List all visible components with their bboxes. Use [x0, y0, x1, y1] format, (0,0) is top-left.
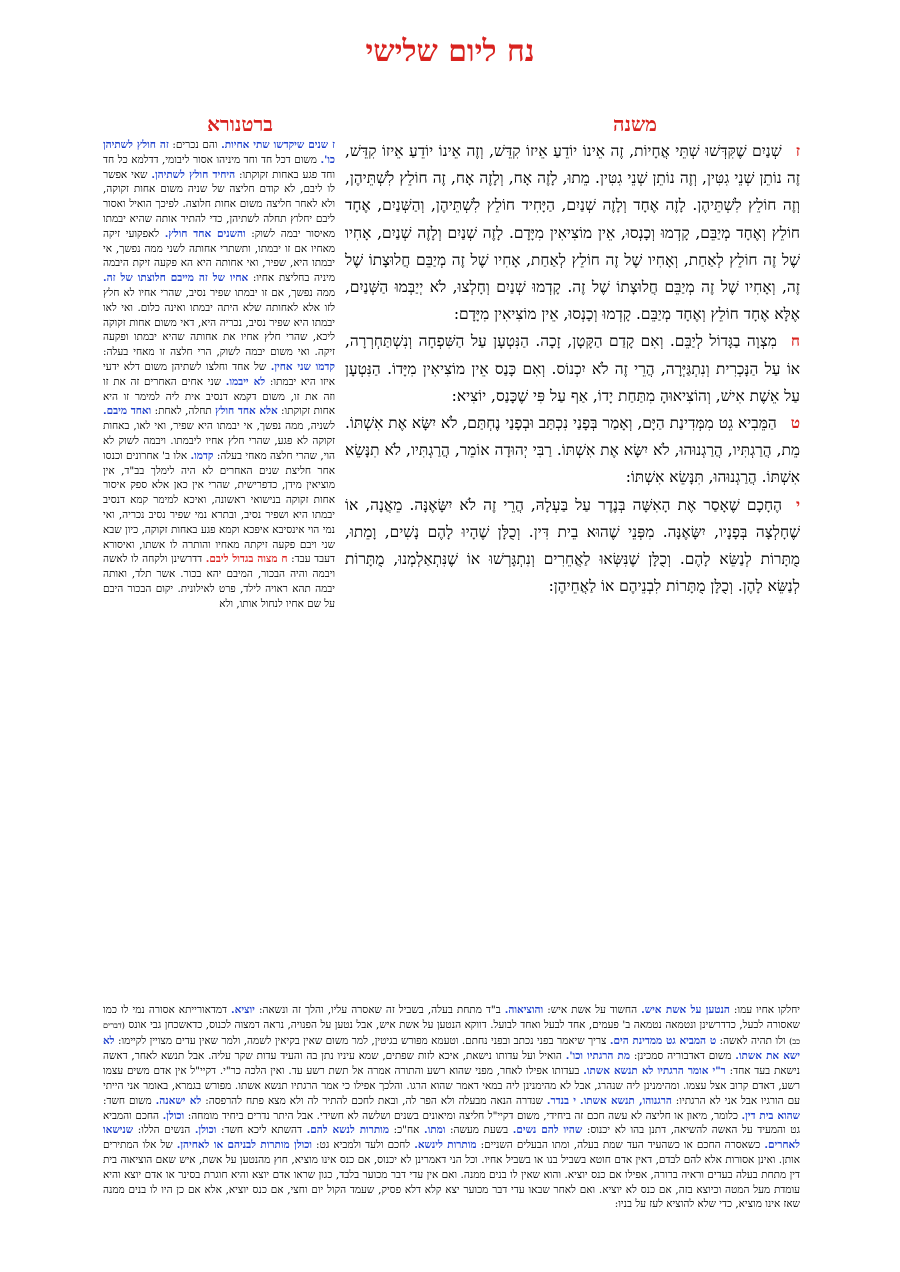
commentary-segment: של אחד וחלצו לשתיהן משום דלא ידעי איזו היא יבמתו: [103, 360, 336, 388]
dibur-hamatchil: שהוא בית דין. [741, 1109, 800, 1122]
dibur-hamatchil: י בנדר. [546, 1094, 576, 1107]
dibur-hamatchil: מותרות לנשא להם. [306, 1124, 389, 1137]
dibur-hamatchil: הרגנוהו, תנשא אשתו. [580, 1094, 672, 1107]
commentary-segment: ממה נפשך, אם זו יבמתו שפיר נסיב, שהרי אחיו לא חלץ לזו אלא לאחותה שלא היתה יבמתו ואינה כלום. ואי לאו יבמתו היא שפיר נסיב, נכריה היא, דאי משום אחות זקוקה ליכא, שהרי חלץ אחיו את אחותה שהיא יבמתו ופקעה זיקה. ואי משום יבמה לשוק, הרי חלצה זו מאחי בעלה: [103, 286, 335, 359]
commentary-segment: כשאסרה החכם או כשהעיד העד שמת בעלה, ומתו הבעלים השניים: [476, 1139, 765, 1152]
commentary-segment: תחלה, לאחת: [151, 405, 216, 418]
dibur-hamatchil: ואחד מיבם. [103, 405, 152, 418]
bottom-commentary [103, 1003, 800, 1212]
dibur-hamatchil: שנישאו לאחרים. [103, 1124, 801, 1152]
dibur-hamatchil: וכולן. [162, 1109, 185, 1122]
commentary-segment: הנשים הללו: [133, 1124, 195, 1137]
dibur-hamatchil: לא ישאנה. [155, 1094, 202, 1107]
dibur-hamatchil: והשנים אחד חולץ. [164, 227, 246, 240]
bartenura-header: ברטנורא [207, 112, 273, 136]
commentary-segment: שני אחים האחרים זה את זו וזה את זו, משום דקמא דנסיב אית ליה למימר זו היא אחות זקוקתו: [103, 375, 335, 418]
commentary-segment: בעדותו אפילו לאחר, מפני שהוא רשע והתורה אמרה אל תשת רשע עד. ואין הלכה כר"י. דקיי"ל אין אדם משים עצמו רשע, דאדם קרוב אצל עצמו. ומהימנינן ליה שנהרג, אבל לא מהימנינן ליה במאי דאמר שהוא הרגו. והלכך אפילו כי אמר הרגתיו תנשא אשתו. מפורש בגמרא, באומר אני הייתי עם הורגיו אבל אני לא הרגתיו: [103, 1065, 800, 1107]
dibur-hamatchil: ז שנים שיקדשו שתי אחיות. [221, 139, 336, 151]
mishna-number: ז [795, 142, 800, 160]
dibur-hamatchil: קדמו. [190, 449, 214, 462]
mishna-paragraph [345, 492, 800, 601]
dibur-hamatchil: והוציאוה. [504, 1004, 544, 1016]
commentary-segment: כלומר, מיאון או חליצה לא עשה חכם זה ביחידי, משום דקיי"ל חליצה ומיאונים בשנים ושלשה לא חשידי. אבל היתר נדרים ביחיד מומחה: [184, 1109, 742, 1122]
mishna-number: ח [790, 332, 800, 351]
commentary-segment: שנדרה הנאה מבעלה ולא הפר לה, ובאת לחכם להתיר לה ולא מצא פתח להרפסה: [201, 1094, 547, 1107]
commentary-segment: לאפקועי זיקה מאחיו אם זו יבמתו, ותשתרי אחותה לשני ממה נפשך, אי יבמתו היא, שפיר, ואי אחותה היא הא פקעה זיקת היבמה מיניה בחליצת אחיו: [103, 227, 335, 285]
commentary-segment: החכם והמביא גט והמעיד על האשה להשיאה, דתנן בהו לא יכנוס: [103, 1109, 801, 1137]
commentary-segment: לחכם ולעד ולמביא גט: [311, 1139, 415, 1152]
commentary-segment: לשניה, ממה נפשך, אי יבמתו היא שפיר, ואי לאו, באחות זקוקה לא פגע, שהרי חלץ אחיו ליבמתו. ויבמה לשוק לא הוי, שהרי חלצה מאחי בעלה: [103, 420, 336, 462]
bartenura-column [103, 138, 335, 612]
dibur-hamatchil: מת הרגתיו וכו'. [565, 1050, 631, 1063]
commentary-segment: בשעת מעשה: [445, 1124, 513, 1137]
commentary-segment: אלו ב' אחרונים וכנסו אחר חליצת שנים האחרים לא היה לימלך בב"ד, אין מוציאין מידן, כדפרישית, שהרי אין כאן אלא ספק איסור אחות זקוקה בנישואי ראשונה, ואיכא למימר קמא דנסיב יבמתו היא ושפיר נסיב, ובתרא נמי שפיר נסיב נכריה, ואי נמי הוי אינסיבא איפכא וקמא פגע באחות זקוקה, כיון שבא שני ויבם פקעה זיקתה מאחיו והותרה לו אשתו, ואיסורא דעבד עבד: [103, 449, 336, 566]
commentary-segment: דדרשינן ולקחה לו לאשה ויבמה והיה הבכור, המיבם יהא בכור. אשר תלד, ואותה יבמה תהא ראויה לילד, פרט לאילונית. יקום הבכור היבם על שם אחיו לנחול אותו, ולא [103, 553, 335, 610]
commentary-segment: והם נכרים: [168, 139, 222, 151]
dibur-hamatchil: הנטען על אשת איש. [641, 1004, 730, 1016]
mishna-paragraph [345, 328, 800, 410]
dibur-hamatchil: היחיד חולץ לשתיהן. [151, 168, 236, 181]
mishna-paragraph [345, 410, 800, 492]
dibur-hamatchil: וכולן. [194, 1124, 217, 1137]
dibur-hamatchil: ר"י אומר הרגתיו לא תנשא אשתו. [583, 1065, 726, 1078]
mishna-number: ט [790, 414, 800, 433]
dibur-hamatchil: אחיו של זה מייבם חלוצתו של זה. [103, 272, 249, 285]
dibur-hamatchil: מותרות לינשא. [414, 1139, 477, 1152]
page-title: נח ליום שלישי [365, 34, 535, 69]
commentary-segment: צריך שיאמר בפני נכתב ובפני נחתם. וטעמא מפורש בגיטין, למר משום שאין בקיאין לשמה, ולמר שאין עדים מצויין לקיימו: [114, 1034, 610, 1047]
commentary-segment: משום דאדבוריה סמכינן: [630, 1050, 736, 1063]
commentary-segment: דמדאורייתא אסורה נמי לו כמו שאסורה לבעל, כדדרשינן ונטמאה נטמאה ב' פעמים, אחד לבעל ואחד לבועל. דווקא הנטען על אשת איש, אבל נטען על הפנויה, נראה דמצוה לכנוס, כדאשכחן גבי אונס [103, 1004, 800, 1031]
mishna-header: משנה [612, 112, 658, 136]
commentary-segment: שאי אפשר לו ליבם, לא קודם חליצה של שניה משום אחות זקוקה, ולא לאחר חליצה משום אחות חלוצה. לפיכך הואיל ואסור ליבם יחלוץ תחלה לשתיהן, כדי להתיר אותה שהיא יבמתו מאיסור יבמה לשוק: [103, 168, 335, 240]
dibur-hamatchil: ט המביא גט ממדינת הים. [609, 1034, 717, 1047]
dibur-hamatchil: לא ישא את אשתו. [103, 1034, 801, 1063]
dibur-hamatchil: ח מצוה בגדול ליבם. [205, 553, 288, 566]
mishna-text: הַמֵּבִיא גֵט מִמְּדִינַת הַיָּם, וְאָמַר בְּפָנַי נִכְתַּב וּבְפָנַי נֶחְתַּם, לֹא יִשָּׂא אֶת אִשְׁתּוֹ. מֵת, הֲרַגְתִּיו, הֲרַגְנוּהוּ, לֹא יִשָּׂא אֶת אִשְׁתּוֹ. רַבִּי יְהוּדָה אוֹמֵר, הֲרַגְתִּיו, לֹא תִנָּשֵׂא אִשְׁתּוֹ. הֲרַגְנוּהוּ, תִּנָּשֵׂא אִשְׁתּוֹ: [345, 414, 800, 487]
commentary-text [103, 1003, 800, 1212]
commentary-segment: אח"כ: [388, 1124, 424, 1137]
commentary-segment: דהשתא ליכא חשד: [216, 1124, 307, 1137]
dibur-hamatchil: שהיו להם נשים. [512, 1124, 583, 1137]
mishna-text: הֶחָכָם שֶׁאָסַר אֶת הָאִשָּׁה בְּנֶדֶר עַל בַּעְלָהּ, הֲרֵי זֶה לֹא יִשָּׂאֶנָּה. מֵאֲנָה, אוֹ שֶׁחָלְצָה בְּפָנָיו, יִשָּׂאֶנָּה. מִפְּנֵי שֶׁהוּא בֵית דִּין. וְכֻלָּן שֶׁהָיוּ לָהֶם נָשִׁים, וָמֵתוּ, מֻתָּרוֹת לְנַשֵּׂא לָהֶם. וְכֻלָּן שֶׁנִּשְּׂאוּ לַאֲחֵרִים וְנִתְגָּרְשׁוּ אוֹ שֶׁנִּתְאַלְמְנוּ, מֻתָּרוֹת לְנַשֵּׂא לָהֶן. וְכֻלָּן מֻתָּרוֹת לִבְנֵיהֶם אוֹ לַאֲחֵיהֶן: [345, 495, 800, 596]
commentary-segment: של אלו המתירים אותן. ואינן אסורות אלא להם לבדם, דאין אדם חוטא בשביל בנו או בשביל אחיו. וכל הני דאמרינן לא יכנוס, אם כנס אינו מוציא, חוץ מהנטען על אשת, איש שאם הוציאוה בית דין מתחת בעלה בעדים וראיה ברורה, אפילו אם כנס יוציא. והוא שאין לו בנים ממנה. ואם אין עדי דבר מכוער בלבד, כגון שראו אדם יוצא והיא חוגרת בסינר או אדם יוצא והיא עומדת מעל המטה וכיוצא בזה, אם כנס לא יוציא. ואם לאחר שבאו עדי דבר מכוער יצא קלא דלא פסיק, שעמד הקול יום וחצי, אם כנס יוציא, אלא אם כן היו לו בנים ממנה שאז אינו מוציא, כדי שלא להוציא לעז על בניו: [103, 1139, 800, 1211]
commentary-segment: החשוד על אשת איש: [543, 1004, 642, 1016]
dibur-hamatchil: יוציא. [231, 1004, 255, 1016]
dibur-hamatchil: אלא אחד חולץ [215, 405, 278, 418]
dibur-hamatchil: (דברים כב) [103, 1020, 801, 1046]
commentary-segment: ב"ד מתחת בעלה, בשביל זה שאסרה עליו, והלך זה ונשאה: [254, 1004, 505, 1016]
dibur-hamatchil: קדמו שני אחין. [270, 360, 335, 373]
commentary-text [103, 138, 335, 612]
dibur-hamatchil: וכולן מותרות לבניהם או לאחיהן. [176, 1139, 312, 1152]
commentary-segment: יחלקו אחיו עמו: [729, 1004, 800, 1016]
mishna-column [345, 138, 800, 600]
commentary-segment: ולו תהיה לאשה: [716, 1034, 790, 1047]
mishna-paragraph [345, 138, 800, 328]
dibur-hamatchil: זה חולץ לשתיהן כו'. [103, 139, 335, 166]
mishna-text: שְׁנַיִם שֶׁקִּדְּשׁוּ שְׁתֵּי אֲחָיוֹת, זֶה אֵינוֹ יוֹדֵעַ אֵיזוֹ קִדֵּשׁ, וְזֶה אֵינוֹ יוֹדֵעַ אֵיזוֹ קִדֵּשׁ, זֶה נוֹתֵן שְׁנֵי גִטִּין, וְזֶה נוֹתֵן שְׁנֵי גִטִּין. מֵתוּ, לָזֶה אָח, וְלָזֶה אָח, זֶה חוֹלֵץ לִשְׁתֵּיהֶן, וְזֶה חוֹלֵץ לִשְׁתֵּיהֶן. לָזֶה אֶחָד וְלָזֶה שְׁנַיִם, הַיָּחִיד חוֹלֵץ לִשְׁתֵּיהֶן, וְהַשְּׁנַיִם, אֶחָד חוֹלֵץ וְאֶחָד מְיַבֵּם, קָדְמוּ וְכָנְסוּ, אֵין מוֹצִיאִין מִיָּדָם. לָזֶה שְׁנַיִם וְלָזֶה שְׁנַיִם, אָחִיו שֶׁל זֶה חוֹלֵץ לְאַחַת, וְאָחִיו שֶׁל זֶה חוֹלֵץ לְאַחַת, אָחִיו שֶׁל זֶה מְיַבֵּם חֲלוּצָתוֹ שֶׁל זֶה, וְאָחִיו שֶׁל זֶה מְיַבֵּם חֲלוּצָתוֹ שֶׁל זֶה. קָדְמוּ שְׁנַיִם וְחָלְצוּ, לֹא יְיַבְּמוּ הַשְּׁנַיִם, אֶלָּא אֶחָד חוֹלֵץ וְאֶחָד מְיַבֵּם. קָדְמוּ וְכָנְסוּ, אֵין מוֹצִיאִין מִיָּדָם: [345, 142, 800, 324]
mishna-number: י [795, 495, 800, 514]
mishna-text: מִצְוָה בַגָּדוֹל לְיַבֵּם. וְאִם קָדַם הַקָּטָן, זָכָה. הַנִּטְעָן עַל הַשִּׁפְחָה וְנִשְׁתַּחְרְרָה, אוֹ עַל הַנָּכְרִית וְנִתְגַּיְּרָה, הֲרֵי זֶה לֹא יִכְנוֹס. וְאִם כָּנַס אֵין מוֹצִיאִין מִיָּדוֹ. הַנִּטְעָן עַל אֵשֶׁת אִישׁ, וְהוֹצִיאוּהָ מִתַּחַת יָדוֹ, אַף עַל פִּי שֶׁכָּנַס, יוֹצִיא: [345, 332, 800, 405]
commentary-segment: משום דכל חד וחד מיניהו אסור ליבומי, דדלמא כל חד וחד פגע באחות זקוקתו: [103, 153, 335, 181]
commentary-segment: משום חשד: [103, 1094, 156, 1107]
dibur-hamatchil: לא ייבמו. [225, 375, 266, 388]
commentary-segment: הואיל ועל עדותו נישאת, איכא לזות שפתים, שמא עיניו נתן בה והעיד עדות שקר עליה. אבל תנשא לאחר, דאשה נישאת בעד אחד: [103, 1050, 800, 1078]
dibur-hamatchil: ומתו. [423, 1124, 446, 1137]
